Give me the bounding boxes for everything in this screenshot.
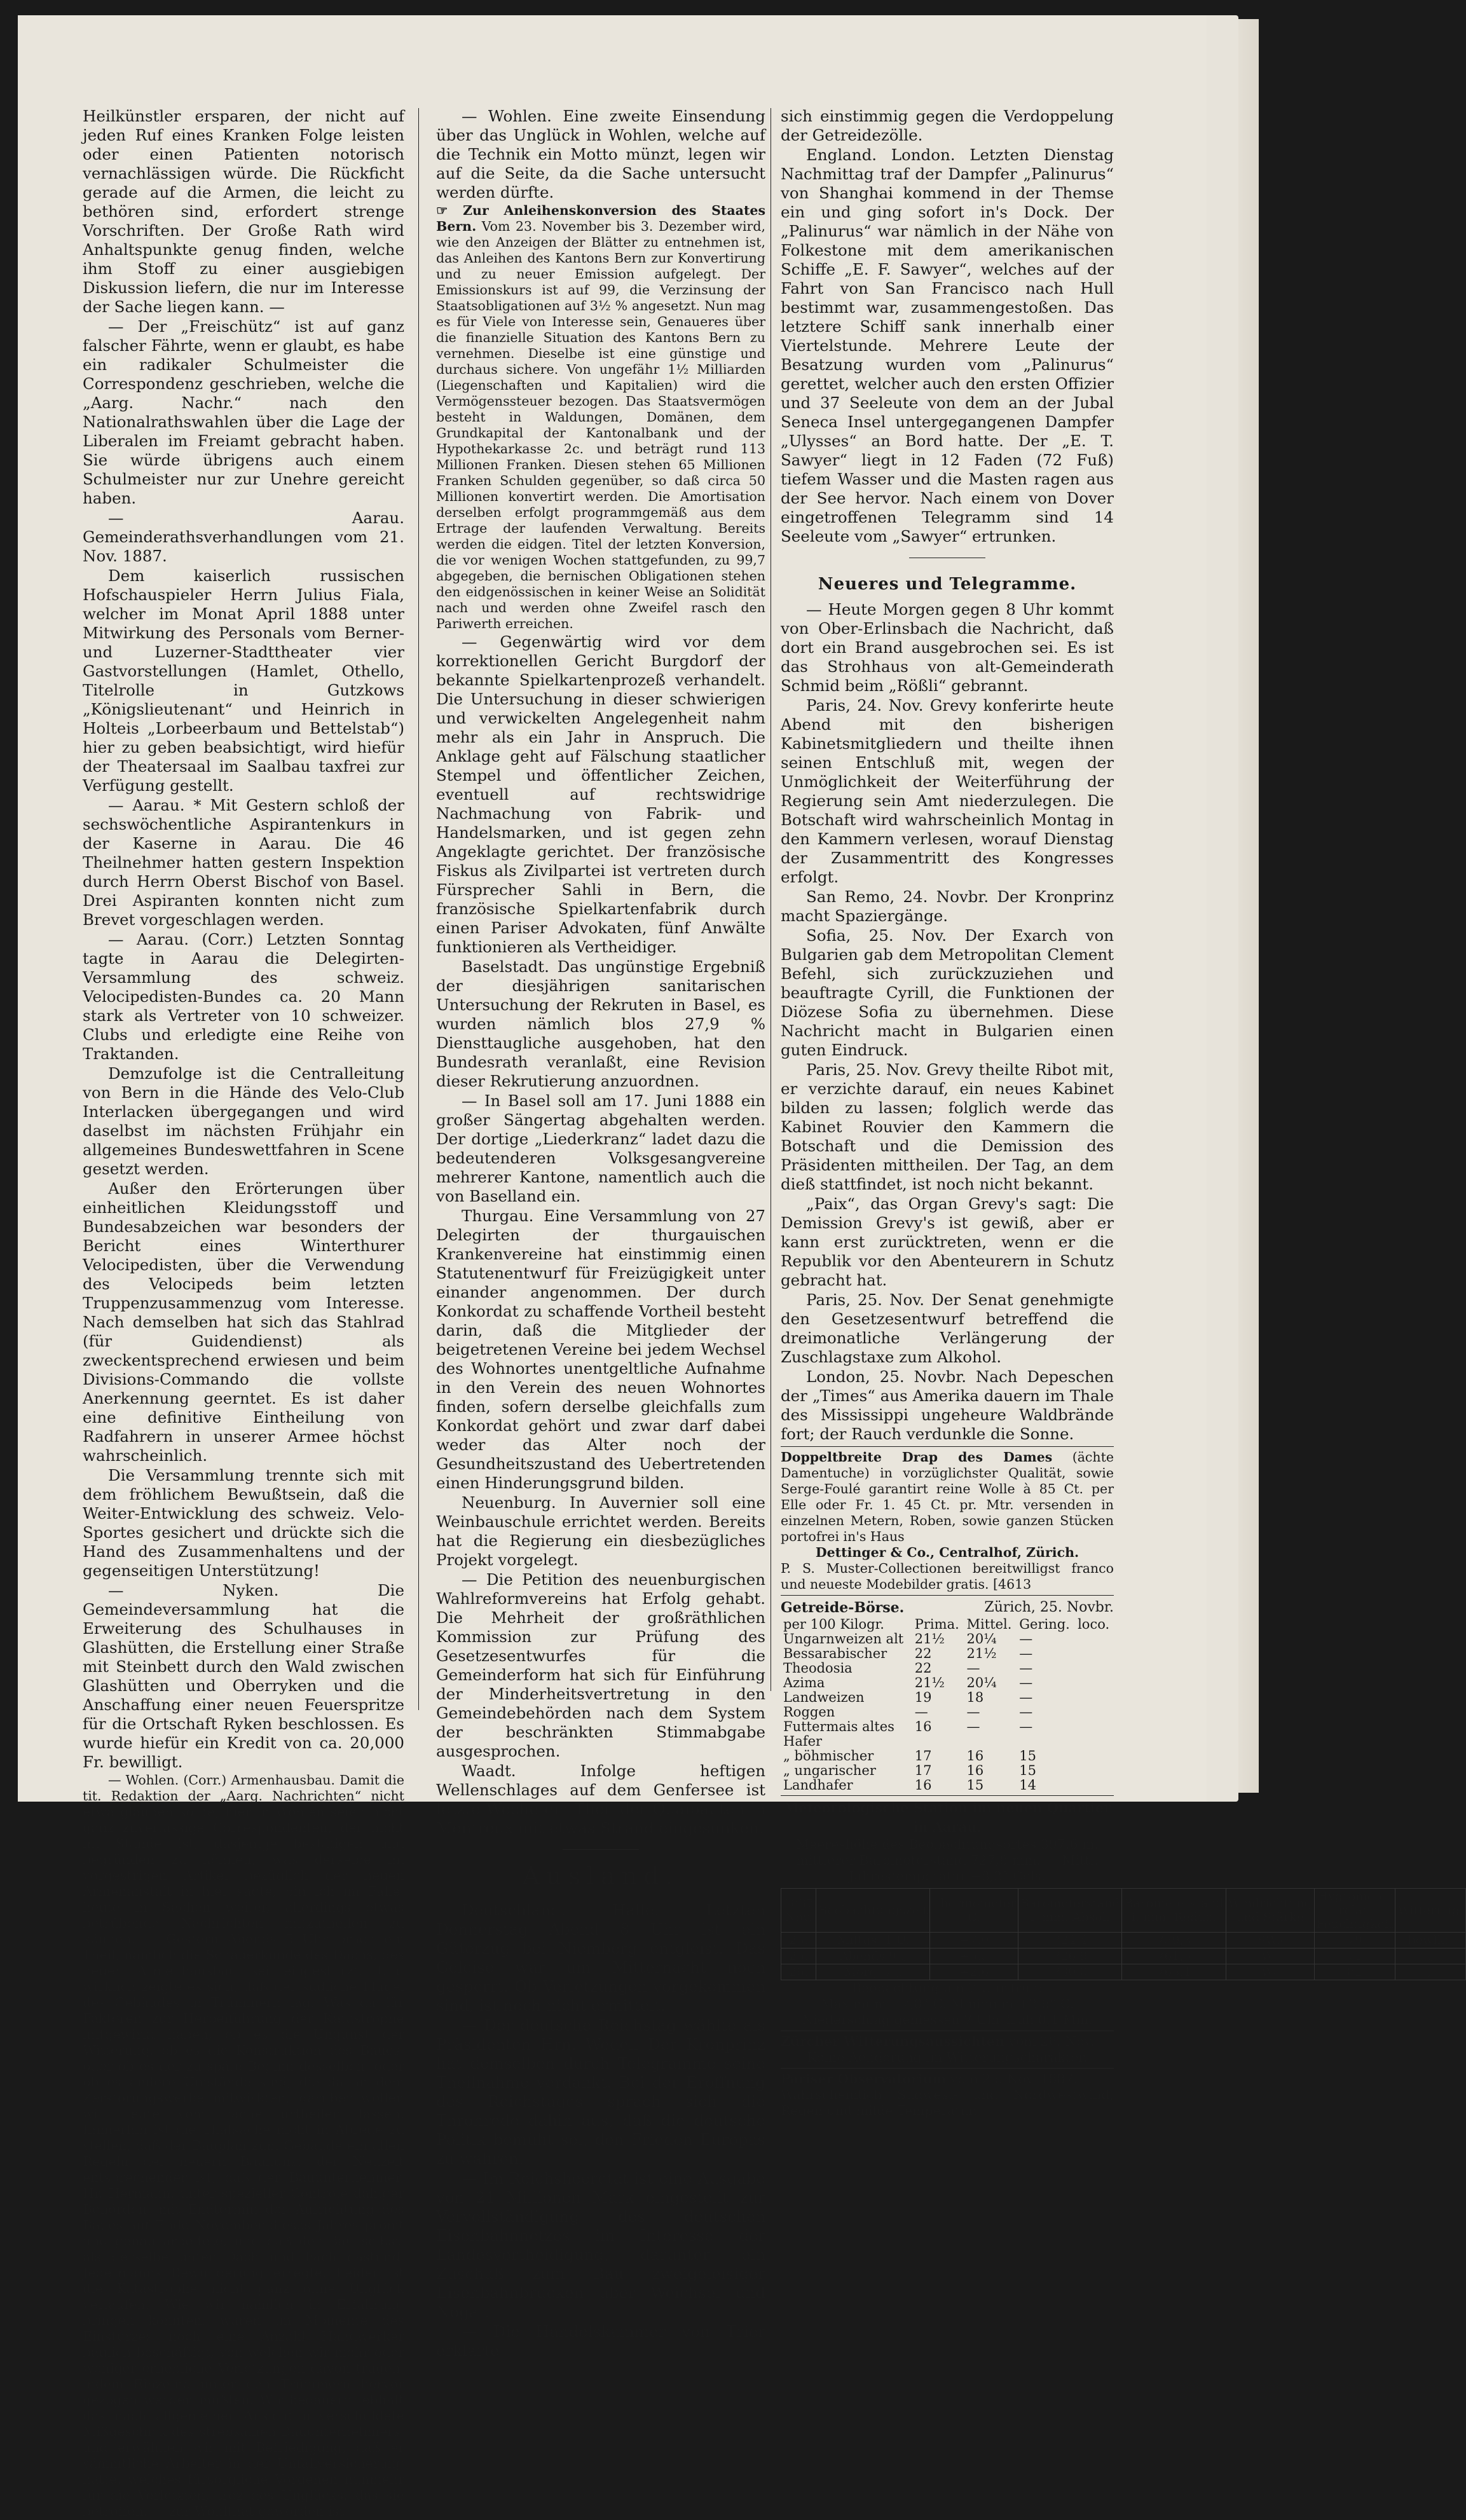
meteo-col-header: 1887 Nov. [781, 1889, 816, 1933]
boerse-cell: 17 [914, 1763, 932, 1778]
article: — Aarau. (Corr.) Letzten Sonntag tagte in Aarau die Delegirten-Versammlung des schweiz. Velocipedisten-Bundes ca. 20 Mann stark als Vertreter von 10 schweizer. Clubs und erledigte eine Reihe von Traktanden. [83, 930, 404, 1063]
boerse-row [781, 1676, 1114, 1690]
meteo-cell: 82 [1314, 1964, 1395, 1980]
article: Baselstadt. Das ungünstige Ergebniß der diesjährigen sanitarischen Untersuchung der Rekruten in Basel, es wurden nämlich blos 27,9 % Diensttaugliche ausgehoben, hat den Bundesrath veranlaßt, eine Revision dieser Rekrutierung anzuordnen. [436, 957, 765, 1090]
meteo-footer: Beobachtung um 7 Uhr früh: [851, 1980, 1043, 1996]
meteo-cell: 26. [781, 1964, 816, 1980]
boerse-row [781, 1647, 1114, 1661]
article: — Nyken. Die Gemeindeversammlung hat die Erweiterung des Schulhauses in Glashütten, die Erstellung einer Straße mit Steinbett durch den Wald zwischen Glashütten und Oberryken und die Anschaffung einer neuen Feuerspritze für die Ortschaft Ryken beschlossen. Es wurde hiefür ein Kredit von ca. 20,000 Fr. bewilligt. [83, 1581, 404, 1771]
meteo-line: mittlerer Barometerstand 727,8 mm. — Mittl. Jahrestemperatur +8,2° Cels. [796, 1852, 1099, 1884]
boerse-cell [1017, 1734, 1075, 1749]
article: — Der „Freischütz“ ist auf ganz falscher Fährte, wenn er glaubt, es habe ein radikaler Schulmeister die Correspondenz geschrieben, welche die „Aarg. Nachr.“ nach den Nationalrathswahlen über die Lage der Liberalen im Freiamt gebracht haben. Sie würde übrigens auch einem Schulmeister nur zur Unehre gereicht haben. [83, 317, 404, 507]
ad-code: [4613 [993, 1577, 1032, 1592]
article: Paris, 25. Nov. Grevy theilte Ribot mit, er verzichte darauf, ein neues Kabinet bilden zu lassen; folglich werde das Kabinet Rouvier den Kammern die Botschaft und die Demission des Präsidenten mittheilen. Der Tag, an dem dieß stattfindet, ist noch nicht bekannt. [781, 1060, 1114, 1193]
meteo-cell: 724,4 [1018, 1933, 1122, 1948]
meteo-col-header: Hygrometer relat. Feuchtigkeit [1314, 1889, 1395, 1933]
boerse-cell [1075, 1632, 1114, 1647]
boerse-cell: Bessarabischer [783, 1646, 887, 1661]
column-3 [781, 107, 1463, 2119]
boerse-cell: 16 [966, 1748, 984, 1763]
ad-firm: Dettinger & Co., Centralhof, Zürich. [815, 1545, 1079, 1560]
boerse-cell: 22 [914, 1646, 932, 1661]
article: London, 25. Novbr. Nach Depeschen der „Times“ aus Amerika dauern im Thale des Mississippi ungeheure Waldbrände fort; der Rauch verdunkle die Sonne. [781, 1367, 1114, 1443]
article: Deutschland. Halle. Letzten Donnerstag Abend 8 Uhr ist ein Güterzug bei Niemberg entgleist. Das Geleise war um Mitternacht noch gesperrt. Ob Verletzungen vorgekommen sind, ist noch nicht ermittelt. [436, 1901, 765, 2015]
boerse-cell: 20¼ [966, 1675, 997, 1690]
divider [781, 1795, 1114, 1796]
section-heading-neueres: Neueres und Telegramme. [818, 575, 1077, 594]
boerse-cell: — [1019, 1675, 1033, 1690]
boerse-cell [1075, 1778, 1114, 1793]
divider [563, 1849, 639, 1850]
advertisement [781, 1449, 1114, 1592]
pariser-body: Wahrscheinlich Südwest- und Nordwestwind, Regen und milde Temperatur. [781, 2087, 1114, 2118]
boerse-cell: Azima [783, 1675, 825, 1690]
section-heading-ausland: Ausland. [522, 1862, 680, 1890]
boerse-cell: — [1019, 1690, 1033, 1705]
meteo-cell: 25. [781, 1933, 816, 1948]
article: — Gegenwärtig wird vor dem korrektionellen Gericht Burgdorf der bekannte Spielkartenprozeß verhandelt. Die Untersuchung in dieser schwierigen und verwickelten Angelegenheit nahm mehr als ein Jahr in Anspruch. Die Anklage geht auf Fälschung staatlicher Stempel und öffentlicher Zeichen, eventuell auf rechtswidrige Nachmachung von Fabrik- und Handelsmarken, und ist gegen zehn Angeklagte gerichtet. Der französische Fiskus als Zivilpartei ist vertreten durch Fürsprecher Sahli in Bern, die französische Spielkartenfabrik durch einen Pariser Advokaten, fünf Anwälte funktionieren als Vertheidiger. [436, 633, 765, 956]
meteo-cell: „ [1395, 1964, 1466, 1980]
meteo-cell: 759,3 [1122, 1933, 1226, 1948]
boerse-cell: — [914, 1704, 928, 1720]
meteo-col-header: Barometerstand i. mm. Absol. [1018, 1889, 1122, 1933]
boerse-cell: 14 [1019, 1777, 1036, 1793]
boerse-cell [1075, 1647, 1114, 1661]
boerse-cell: 22 [914, 1661, 932, 1676]
boerse-cell: Roggen [783, 1704, 835, 1720]
zuercher-body: Keine Aenderung im Witterungscharakter. [807, 2050, 1088, 2065]
boerse-cell: — [966, 1704, 980, 1720]
article: Neuenburg. In Auvernier soll eine Weinbauschule errichtet werden. Bereits hat die Regierung ein diesbezügliches Projekt vorgelegt. [436, 1493, 765, 1569]
boerse-cell [1075, 1749, 1114, 1763]
article: — In Basel soll am 17. Juni 1888 ein großer Sängertag abgehalten werden. Der dortige „Liederkranz“ ladet dazu die bedeutenderen Volksgesangvereine mehrerer Kantone, namentlich auch die von Baselland ein. [436, 1092, 765, 1205]
meteo-cell: 71 [1314, 1948, 1395, 1964]
boerse-cell: 21½ [914, 1675, 945, 1690]
boerse-row [781, 1720, 1114, 1734]
article: Paris, 25. Nov. Der Senat genehmigte den Gesetzesentwurf betreffend die dreimonatliche Verlängerung der Zuschlagstaxe zum Alkohol. [781, 1291, 1114, 1366]
boerse-cell: 20¼ [966, 1631, 997, 1647]
divider [781, 1446, 1114, 1447]
meteo-col-header: Barometerstand i. mm. Reduc. [1122, 1889, 1226, 1933]
boerse-cell: 18 [966, 1690, 984, 1705]
boerse-cell: — [966, 1719, 980, 1734]
article: Sofia, 25. Nov. Der Exarch von Bulgarien gab dem Metropolitan Clement Befehl, sich zurückzuziehen und beauftragte Cyrill, die Funktionen der Diözese Sofia zu übernehmen. Diese Nachricht macht in Bulgarien einen guten Eindruck. [781, 926, 1114, 1059]
column-rule-1 [418, 108, 419, 1710]
article: Thurgau. Eine Versammlung von 27 Delegirten der thurgauischen Krankenvereine hat einstimmig einen Statutenentwurf für Freizügigkeit unter einander angenommen. Der durch Konkordat zu schaffende Vortheil besteht darin, daß die Mitglieder der beigetretenen Vereine bei jedem Wechsel des Wohnortes unentgeltliche Aufnahme in den Verein des neuen Wohnortes finden, sofern derselbe gleichfalls zum Konkordat gehört und zwar darf dabei weder das Alter noch der Gesundheitszustand des Uebertretenden einen Hinderungsgrund bilden. [436, 1207, 765, 1492]
ad-ps: P. S. Muster-Collectionen bereitwilligst franco und neueste Modebilder gratis. [781, 1561, 1114, 1592]
boerse-cell [1075, 1734, 1114, 1749]
divider [781, 2030, 1114, 2031]
boerse-cell: 15 [966, 1777, 984, 1793]
boerse-cell: Landhafer [783, 1777, 853, 1793]
meteo-cell: 25. [781, 1948, 816, 1964]
meteo-table [781, 1888, 1466, 1980]
article: Heilkünstler ersparen, der nicht auf jeden Ruf eines Kranken Folge leisten oder einen Patienten notorisch vernachlässigen würde. Die Rückficht gerade auf die Armen, die leicht zu bethören sind, erfordert strenge Vorschriften. Der Große Rath wird Anhaltspunkte genug finden, welche ihm Stoff zu einer ausgiebigen Diskussion liefern, die nur im Interesse der Sache liegen kann. — [83, 107, 404, 316]
meteo-col-header: Witterung. [1395, 1889, 1466, 1933]
meteo-footer: Niederschlag gemessen 7 Uhr früh 0,1 Mm. [802, 2012, 1093, 2027]
meteo-cell: bewlkt. [1395, 1933, 1466, 1948]
boerse-cell: 16 [966, 1763, 984, 1778]
article: Paris, 24. Nov. Grevy konferirte heute Abend mit den bisherigen Kabinetsmitgliedern und theilte ihnen seinen Entschluß mit, wegen der Unmöglichkeit der Weiterführung der Regierung sein Amt niederzulegen. Die Botschaft wird wahrscheinlich Montag in den Kammern verlesen, worauf Dienstag der Zusammentritt des Kongresses erfolgt. [781, 696, 1114, 886]
meteo-col-header: Thermometer C. [930, 1889, 1018, 1933]
column-1 [83, 107, 404, 2520]
article: sich einstimmig gegen die Verdoppelung der Getreidezölle. [781, 107, 1114, 144]
boerse-cell: 16 [914, 1777, 932, 1793]
meteo-cell: Morg. 7 „ [816, 1964, 930, 1980]
meteo-cell: +7,0 [930, 1933, 1018, 1948]
weather-outlook-zuerich [781, 2034, 1114, 2065]
boerse-cell: 17 [914, 1748, 932, 1763]
boerse-col-header: Mittel. [966, 1617, 1012, 1632]
boerse-cell: — [1019, 1661, 1033, 1676]
meteo-row [781, 1964, 1466, 1980]
boerse-row [781, 1705, 1114, 1720]
article: — Heute Morgen gegen 8 Uhr kommt von Ober-Erlinsbach die Nachricht, daß dort ein Brand ausgebrochen sei. Es ist das Strohhaus von alt-Gemeinderath Schmid beim „Rößli“ gebrannt. [781, 600, 1114, 695]
boerse-cell [1075, 1690, 1114, 1705]
boerse-row [781, 1763, 1114, 1778]
article: — Aarau. Gemeinderathsverhandlungen vom 21. Nov. 1887. [83, 509, 404, 565]
boerse-row [781, 1632, 1114, 1647]
article: „Paix“, das Organ Grevy's sagt: Die Demission Grevy's ist gewiß, aber er kann erst zurücktreten, wenn er die Republik vor den Abenteurern in Schutz gebracht hat. [781, 1195, 1114, 1289]
boerse-cell [912, 1734, 964, 1749]
boerse-col-header: loco. [1078, 1617, 1110, 1632]
article: England. London. Letzten Dienstag Nachmittag traf der Dampfer „Palinurus“ von Shanghai kommend in der Themse ein und ging sofort in's Dock. Der „Palinurus“ war nämlich in der Nähe von Folkestone mit dem amerikanischen Schiffe „E. F. Sawyer“, welches auf der Fahrt von San Francisco nach Hull bestimmt war, zusammengestoßen. Das letztere Schiff sank innerhalb einer Viertelstunde. Mehrere Leute der Besatzung wurden vom „Palinurus“ gerettet, welcher auch den ersten Offizier und 37 Seeleute von dem an der Jubal Seneca Insel untergegangenen Dampfer „Ulysses“ an Bord hatte. Der „E. T. Sawyer“ liegt in 12 Faden (72 Fuß) tiefem Wasser und die Masten ragen aus der See hervor. Nach einem von Dover eingetroffenen Telegramm sind 14 Seeleute vom „Sawyer“ ertrunken. [781, 146, 1114, 545]
boerse-place-date: Zürich, 25. Novbr. [984, 1599, 1114, 1615]
boerse-cell: 21½ [966, 1646, 997, 1661]
meteo-cell: „ [1395, 1948, 1466, 1964]
boerse-row [781, 1690, 1114, 1705]
meteo-col-header: Beobachtungszeit [816, 1889, 930, 1933]
boerse-col-header: Gering. [1019, 1617, 1070, 1632]
meteo-cell: 765,1 [1122, 1964, 1226, 1980]
boerse-cell: 16 [914, 1719, 932, 1734]
boerse-cell: Futtermais altes [783, 1719, 894, 1734]
boerse-row [781, 1661, 1114, 1676]
meteo-footer: Maximum +7,0° C. Minimum +2,6° C. [820, 1996, 1074, 2011]
article-heading: ☞ Zur Anleihenskonversion des Staates Bern. [436, 203, 765, 234]
boerse-cell: Ungarnweizen alt [783, 1631, 904, 1647]
meteo-cell: 761,5 [1122, 1948, 1226, 1964]
meteo-cell: 726,9 [1018, 1948, 1122, 1964]
boerse-cell: 15 [1019, 1763, 1036, 1778]
ad-note: (ächte Damentuche) [781, 1449, 1114, 1481]
article: — Aarau. * Mit Gestern schloß der sechswöchentliche Aspirantenkurs in der Kaserne in Aarau. Die 46 Theilnehmer hatten gestern Inspektion durch Herrn Oberst Bischof von Basel. Drei Aspiranten konnten nicht zum Brevet vorgeschlagen werden. [83, 796, 404, 929]
meteo-cell: SW₂ [1226, 1933, 1314, 1948]
meteo-title: Meteorologische Station im neuen Quartier in Aarau. [783, 1800, 1111, 1835]
pariser-heading: Pariser Observatorium [781, 2071, 947, 2086]
meteo-cell: Mittgs. 1 U. [816, 1933, 930, 1948]
boerse-cell [1075, 1705, 1114, 1720]
boerse-cell [1075, 1661, 1114, 1676]
meteo-cell: +2,6 [930, 1964, 1018, 1980]
boerse-row [781, 1778, 1114, 1793]
boerse-cell: — [1019, 1704, 1033, 1720]
meteo-cell: +5,5 [930, 1948, 1018, 1964]
meteo-cell: 79 [1314, 1933, 1395, 1948]
boerse-col-header: per 100 Kilogr. [783, 1617, 884, 1632]
article: Demzufolge ist die Centralleitung von Bern in die Hände des Velo-Club Interlacken übergegangen und wird daselbst im nächsten Frühjahr ein allgemeines Bundeswettfahren in Scene gesetzt werden. [83, 1064, 404, 1178]
boerse-cell: „ böhmischer [783, 1748, 874, 1763]
meteo-line: Meereshöhe des Beobachtungsortes 397,6 m. [796, 1837, 1099, 1852]
meteo-row [781, 1933, 1466, 1948]
boerse-cell [1075, 1676, 1114, 1690]
article: Waadt. Infolge heftigen Wellenschlages auf dem Genfersee ist letzte Woche ein Theil der Quaibauten in Montreux mit etwas Strand eingesunken. [436, 1762, 765, 1837]
boerse-col-header: Prima. [914, 1617, 959, 1632]
boerse-cell: — [966, 1661, 980, 1676]
boerse-cell: — [1019, 1719, 1033, 1734]
article: — Der deutsche Reichstag wählte als Präsidenten Hrn. Wedell Der Kronprinz hat demselben durch Telegramme seine Theilnahme verdankt. Bei der Eröffnung des Reichstages sprach sich die Thronrede dahin aus, daß die deutsche Politik bemüht sei, den Frieden Europas zu wahren. [436, 2016, 765, 2168]
pariser-date: vom 25. Nov. 1887. [950, 2071, 1078, 2086]
meteo-station [781, 1798, 1463, 2028]
article-small-print: — Wohlen. (Corr.) Armenhausbau. Damit die tit. Redaktion der „Aarg. Nachrichten“ nicht etwa glauben sollte, hier in Wohlen seien nicht ganz zuverlässige Correspondenten, der nicht im Stande ist, dasjenige bestätigen und begründen zu können, was derselbe im vorgestrigen Artikel bezüglich der neuen Armenanstalt in hier sagte, bin ich im Falle, heute in Sachen weiter, allerdings etwas betrübende Nachrichten mitzutheilen zu können. — Gestern Abends 5 Uhr brach ein Theil, nämlich die Schauerkunde des Dachs, des neuen Armenhausbau sei eingestürzt. Und wirklich zeigte es sich, daß der südliche Flügel des Gebäudes in Trümmern lag. Was da für Faktoren zur Herbeiführung der Katastrophe mitgewirkt haben, ob es die Ungunst der Witterung, ob es die Konstruktion des Baues, oder ob es der zu späte Beginn desselben, oder ob es andere Umstände sind, die da an dem Zerstörungswerke mitwirkten, darüber wollen wir Leute vom Fache urtheilen lassen. Immerhin ist die Thatsache nicht in Abrede zu stellen, daß der Bauplan zum Gebäude ein allen Regeln der neuern Baukunst der Neuzeit entsprechender ist, daß der Bauunternehmer, Hr. Hermann, unter spezieller Controle dahiger Behörden, mit Endtermin der Aufrichtung des Baues auf Ende November dieses Jahres promt und genau arbeitete, und daß der Bau selbst, als derselbe unter Dach und Fach dastund, Jedermanns Bewunderung erregte. Leider ist die Katastrophe nicht ganz ohne Unglück verlaufen. Wie wir nämlich in Erfahrung bringen konnten, waren im Momente des Einsturzes noch eine Anzahl Handwerker baulich beschäftigt, von welchen wir mehr oder weniger erhebliche Verletzungen davon trugen, indem Einzelne unter den Trümmern hervor gezogen werden mußten. Wir bedauern lebhaft das nach allgemeiner Ansicht unverschuldete Mißgeschick des strebsamen Bauunternehmers, und erwähnen wir mit Befriedigung, daß er sämmtliche Arbeiter in der Unfallversicherung hatte, welches fürsorgliche Vorgehen nunmehr für die Verletzten, troz des Unglücks, das sie betroffen, — zur Wohlthat geworden ist. [83, 1772, 404, 2519]
ad-body: in vorzüglichster Qualität, sowie Serge-Foulé garantirt reine Wolle à 85 Ct. per Elle oder Fr. 1. 45 Ct. pr. Mtr. versenden in einzelnen Metern, Roben, sowie ganzen Stücken portofrei in's Haus [781, 1465, 1114, 1544]
boerse-cell: — [1019, 1631, 1033, 1647]
boerse-cell [1075, 1763, 1114, 1778]
article-anleihe [436, 203, 765, 632]
boerse-cell [964, 1734, 1017, 1749]
divider [781, 2068, 1114, 2069]
getreide-boerse [781, 1598, 1114, 1793]
article-body: Vom 23. November bis 3. Dezember wird, wie den Anzeigen der Blätter zu entnehmen ist, das Anleihen des Kantons Bern zur Konvertirung und zu neuer Emission aufgelegt. Der Emissionskurs ist auf 99, die Verzinsung der Staatsobligationen auf 3½ % angesetzt. Nun mag es für Viele von Interesse sein, Genaueres über die finanzielle Situation des Kantons Bern zu vernehmen. Dieselbe ist eine günstige und durchaus sichere. Von ungefähr 1½ Milliarden (Liegenschaften und Kapitalien) wird die Vermögenssteuer bezogen. Das Staatsvermögen besteht in Waldungen, Domänen, dem Grundkapital der Kantonalbank und der Hypothekarkasse 2c. und beträgt rund 113 Millionen Franken. Diesen stehen 65 Millionen Franken Schulden gegenüber, so daß circa 50 Millionen konvertirt werden. Die Amortisation derselben erfolgt programmgemäß aus dem Ertrage der laufenden Verwaltung. Bereits werden die eidgen. Titel der letzten Konversion, die vor wenigen Wochen stattgefunden, zu 99,7 abgegeben, die bernischen Obligationen stehen den eidgenössischen in keiner Weise an Solidität nach und werden ohne Zweifel rasch den Pariwerth erreichen. [436, 219, 765, 631]
column-2 [436, 107, 765, 2361]
boerse-cell: Landweizen [783, 1690, 865, 1705]
meteo-cell: Abends 9 „ [816, 1948, 930, 1964]
boerse-cell: 15 [1019, 1748, 1036, 1763]
divider [781, 1595, 1114, 1596]
boerse-row [781, 1749, 1114, 1763]
boerse-cell: Hafer [783, 1734, 823, 1749]
boerse-cell: 21½ [914, 1631, 945, 1647]
meteo-row [781, 1948, 1466, 1964]
article: — Im Reichsheeretat ist eine Ausgabe von 21 Millionen Mark eingestellt zur Vervollständigung des deutschen Eisenbahnnetzes im Interesse der Landesvertheidigung, darunter ein Zuschuß zum Bau zweigeleisiger Eisenbahnbrücken über Weichsel und Nogat. [436, 2169, 765, 2321]
article: — Wohlen. Eine zweite Einsendung über das Unglück in Wohlen, welche auf die Technik ein Motto münzt, legen wir auf die Seite, da die Sache untersucht werden dürfte. [436, 107, 765, 202]
article: San Remo, 24. Novbr. Der Kronprinz macht Spaziergänge. [781, 887, 1114, 925]
meteo-cell: W₂ [1226, 1948, 1314, 1964]
boerse-cell: Theodosia [783, 1661, 853, 1676]
article: — Die Handelskammer von Trier erklärte [436, 2322, 765, 2360]
boerse-cell: — [1019, 1646, 1033, 1661]
zuercher-heading: Zürcher Witterungsaussichten [781, 2034, 1004, 2049]
boerse-cell: „ ungarischer [783, 1763, 876, 1778]
meteo-cell: 730,0 [1018, 1964, 1122, 1980]
boerse-row [781, 1734, 1114, 1749]
meteo-col-header: Windrichtung und Stärke [1226, 1889, 1314, 1933]
ad-heading: Doppeltbreite Drap des Dames [781, 1449, 1053, 1465]
article: Außer den Erörterungen über einheitlichen Kleidungsstoff und Bundesabzeichen war besonders der Bericht eines Winterthurer Velocipedisten, über die Verwendung des Velocipeds beim letzten Truppenzusammenzug vom Interesse. Nach demselben hat sich das Stahlrad (für Guidendienst) als zweckentsprechend erwiesen und beim Divisions-Commando die vollste Anerkennung geerntet. Es ist daher eine definitive Eintheilung von Radfahrern in unserer Armee höchst wahrscheinlich. [83, 1179, 404, 1465]
boerse-cell [1075, 1720, 1114, 1734]
article: — Die Petition des neuenburgischen Wahlreformvereins hat Erfolg gehabt. Die Mehrheit der großräthlichen Kommission zur Prüfung des Gesetzesentwurfes für die Gemeinderform hat sich für Einführung der Minderheitsvertretung in den Gemeindebehörden nach dem System der beschränkten Stimmabgabe ausgesprochen. [436, 1570, 765, 1760]
boerse-table [781, 1617, 1114, 1793]
weather-outlook-paris [781, 2071, 1114, 2119]
meteo-cell: W₀ [1226, 1964, 1314, 1980]
boerse-title: Getreide-Börse. [781, 1599, 905, 1616]
zuercher-date: vom 26. Nov. [1008, 2034, 1095, 2049]
boerse-cell: 19 [914, 1690, 932, 1705]
article: Dem kaiserlich russischen Hofschauspieler Herrn Julius Fiala, welcher im Monat April 1888 unter Mitwirkung des Personals vom Berner- und Luzerner-Stadttheater vier Gastvorstellungen (Hamlet, Othello, Titelrolle in Gutzkows „Königslieutenant“ und Heinrich in Holteis „Lorbeerbaum und Bettelstab“) hier zu geben beabsichtigt, wird hiefür der Theatersaal im Saalbau taxfrei zur Verfügung gestellt. [83, 566, 404, 795]
article: Die Versammlung trennte sich mit dem fröhlichem Bewußtsein, daß die Weiter-Entwicklung des schweiz. Velo-Sportes gesichert und drückte sich die Hand des Zusammenhaltens und der gegenseitigen Unterstützung! [83, 1466, 404, 1580]
